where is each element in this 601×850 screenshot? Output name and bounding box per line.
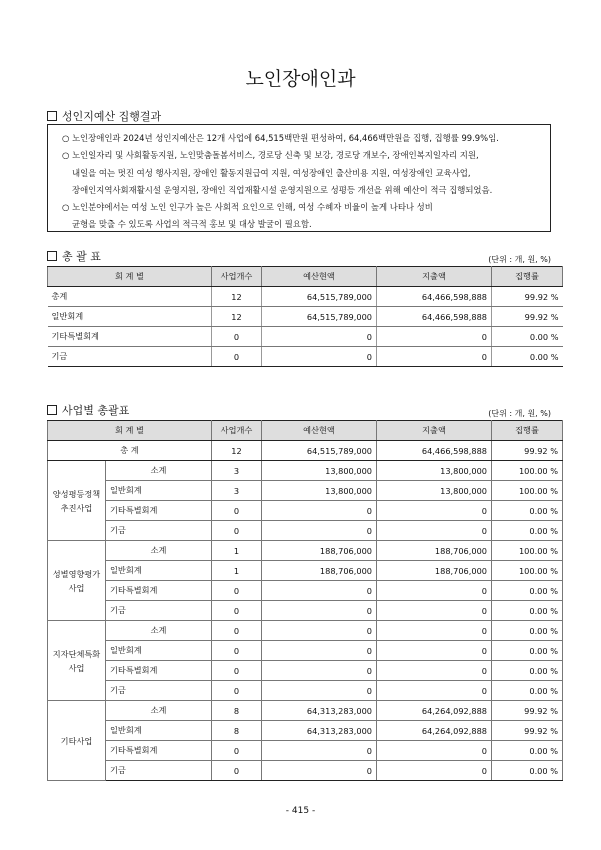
cell-budget: 0 (262, 327, 377, 347)
table-row (48, 481, 563, 501)
cell-spent: 0 (377, 521, 492, 541)
cell-rate: 100.00 % (492, 461, 563, 481)
cell-budget: 64,313,283,000 (262, 701, 377, 721)
cell-spent: 0 (377, 621, 492, 641)
table-row (48, 601, 563, 621)
group-name: 지자단체특화 사업 (48, 621, 106, 701)
cell-rate: 100.00 % (492, 481, 563, 501)
table-row (48, 581, 563, 601)
cell-spent: 0 (377, 741, 492, 761)
row-label: 일반회계 (106, 481, 212, 501)
group-name: 성별영향평가 사업 (48, 541, 106, 621)
header-count: 사업개수 (212, 421, 262, 441)
cell-budget: 0 (262, 521, 377, 541)
cell-count: 8 (212, 701, 262, 721)
cell-count: 0 (212, 601, 262, 621)
cell-rate: 0.00 % (492, 641, 563, 661)
cell-rate: 0.00 % (492, 327, 563, 347)
section-heading-summary-table (47, 248, 101, 264)
table-row (48, 541, 563, 561)
row-label: 기타특별회계 (106, 581, 212, 601)
cell-spent: 0 (377, 347, 492, 367)
table-row (48, 521, 563, 541)
section3-heading: 사업별 총괄표 (62, 404, 130, 417)
summary-line: 장애인지역사회재활시설 운영지원, 장애인 직업재활시설 운영지원으로 성평등 개선을 위해 예산이 적극 집행되었음. (72, 184, 493, 195)
table-row (48, 347, 563, 367)
cell-count: 0 (212, 741, 262, 761)
cell-rate: 0.00 % (492, 681, 563, 701)
row-label: 기금 (106, 761, 212, 781)
table-row (48, 741, 563, 761)
cell-count: 0 (212, 501, 262, 521)
cell-spent: 0 (377, 661, 492, 681)
table-row (48, 681, 563, 701)
row-label: 기타특별회계 (106, 741, 212, 761)
cell-count: 0 (212, 621, 262, 641)
table-row (48, 721, 563, 741)
header-spent: 지출액 (377, 421, 492, 441)
cell-count: 1 (212, 541, 262, 561)
row-label: 기금 (106, 521, 212, 541)
cell-rate: 0.00 % (492, 521, 563, 541)
row-label: 총 계 (48, 441, 212, 461)
cell-budget: 0 (262, 601, 377, 621)
cell-rate: 99.92 % (492, 307, 563, 327)
cell-spent: 0 (377, 327, 492, 347)
header-rate: 집행률 (492, 421, 563, 441)
section-heading-gender-budget (47, 108, 161, 124)
cell-spent: 188,706,000 (377, 561, 492, 581)
cell-budget: 0 (262, 641, 377, 661)
table-row (48, 327, 563, 347)
table-row (48, 661, 563, 681)
cell-spent: 64,264,092,888 (377, 701, 492, 721)
cell-budget: 0 (262, 347, 377, 367)
table-row (48, 461, 563, 481)
table-header-row (48, 267, 563, 287)
header-budget: 예산현액 (262, 421, 377, 441)
section-heading-project-table (47, 402, 129, 418)
cell-spent: 188,706,000 (377, 541, 492, 561)
cell-rate: 99.92 % (492, 441, 563, 461)
cell-budget: 13,800,000 (262, 461, 377, 481)
cell-spent: 0 (377, 681, 492, 701)
row-label: 기타특별회계 (106, 501, 212, 521)
cell-count: 12 (212, 441, 262, 461)
table-row (48, 641, 563, 661)
table-row (48, 501, 563, 521)
cell-budget: 0 (262, 501, 377, 521)
row-label: 기금 (48, 347, 212, 367)
cell-rate: 0.00 % (492, 501, 563, 521)
header-count: 사업개수 (212, 267, 262, 287)
row-label: 기금 (106, 681, 212, 701)
cell-count: 12 (212, 307, 262, 327)
cell-budget: 0 (262, 761, 377, 781)
cell-count: 12 (212, 287, 262, 307)
cell-budget: 64,515,789,000 (262, 287, 377, 307)
cell-budget: 188,706,000 (262, 561, 377, 581)
summary-line: ○ 노인일자리 및 사회활동지원, 노인맞춤돌봄서비스, 경로당 신축 및 보강, 경로당 개보수, 장애인복지일자리 지원, (62, 150, 479, 161)
summary-table (47, 266, 563, 367)
header-account: 회 계 별 (48, 267, 212, 287)
cell-budget: 13,800,000 (262, 481, 377, 501)
row-label: 일반회계 (48, 307, 212, 327)
table-row (48, 561, 563, 581)
section1-heading: 성인지예산 집행결과 (62, 110, 162, 123)
cell-count: 0 (212, 581, 262, 601)
summary-line: 균형을 맞출 수 있도록 사업의 적극적 홍보 및 대상 발굴이 필요함. (72, 219, 312, 230)
row-label: 소계 (106, 701, 212, 721)
cell-rate: 0.00 % (492, 347, 563, 367)
page-title: 노인장애인과 (245, 68, 356, 90)
cell-rate: 0.00 % (492, 741, 563, 761)
cell-count: 0 (212, 521, 262, 541)
cell-count: 3 (212, 461, 262, 481)
cell-budget: 64,515,789,000 (262, 307, 377, 327)
cell-spent: 0 (377, 581, 492, 601)
cell-rate: 100.00 % (492, 561, 563, 581)
cell-rate: 0.00 % (492, 761, 563, 781)
cell-count: 0 (212, 327, 262, 347)
cell-rate: 0.00 % (492, 581, 563, 601)
cell-spent: 0 (377, 501, 492, 521)
cell-count: 3 (212, 481, 262, 501)
group-name: 기타사업 (48, 701, 106, 781)
cell-rate: 99.92 % (492, 287, 563, 307)
checkbox-square-icon (47, 111, 57, 121)
table-row (48, 621, 563, 641)
row-label: 총계 (48, 287, 212, 307)
cell-spent: 64,466,598,888 (377, 307, 492, 327)
group-name: 양성평등정책 추진사업 (48, 461, 106, 541)
summary-line: ○ 노인분야에서는 여성 노인 인구가 높은 사회적 요인으로 인해, 여성 수혜자 비율이 높게 나타나 성비 (62, 202, 433, 213)
summary-line: 내일을 여는 멋진 여성 행사지원, 장애인 활동지원급여 지원, 여성장애인 출산비용 지원, 여성장애인 교육사업, (72, 167, 471, 178)
header-rate: 집행률 (492, 267, 563, 287)
summary-line: ○ 노인장애인과 2024년 성인지예산은 12개 사업에 64,515백만원 편성하여, 64,466백만원을 집행, 집행률 99.9%임. (62, 133, 499, 143)
cell-count: 0 (212, 761, 262, 781)
checkbox-square-icon (47, 405, 57, 415)
cell-budget: 188,706,000 (262, 541, 377, 561)
project-table (47, 420, 563, 781)
cell-count: 0 (212, 641, 262, 661)
cell-budget: 0 (262, 661, 377, 681)
cell-budget: 0 (262, 741, 377, 761)
cell-count: 0 (212, 681, 262, 701)
row-label: 일반회계 (106, 721, 212, 741)
header-account: 회 계 별 (48, 421, 212, 441)
cell-spent: 0 (377, 601, 492, 621)
cell-budget: 0 (262, 621, 377, 641)
cell-spent: 13,800,000 (377, 461, 492, 481)
page-number: - 415 - (285, 806, 316, 816)
table-row (48, 287, 563, 307)
cell-count: 8 (212, 721, 262, 741)
row-label: 소계 (106, 461, 212, 481)
cell-budget: 64,313,283,000 (262, 721, 377, 741)
row-label: 소계 (106, 621, 212, 641)
cell-rate: 100.00 % (492, 541, 563, 561)
cell-count: 1 (212, 561, 262, 581)
row-label: 기타특별회계 (106, 661, 212, 681)
cell-spent: 0 (377, 761, 492, 781)
unit-label: (단위 : 개, 원, %) (488, 409, 551, 418)
header-budget: 예산현액 (262, 267, 377, 287)
cell-rate: 0.00 % (492, 621, 563, 641)
checkbox-square-icon (47, 251, 57, 261)
cell-spent: 64,264,092,888 (377, 721, 492, 741)
row-label: 기금 (106, 601, 212, 621)
row-label: 소계 (106, 541, 212, 561)
cell-spent: 0 (377, 641, 492, 661)
summary-box (47, 124, 551, 232)
table-row (48, 307, 563, 327)
cell-rate: 99.92 % (492, 721, 563, 741)
cell-spent: 64,466,598,888 (377, 441, 492, 461)
cell-count: 0 (212, 661, 262, 681)
table-row (48, 701, 563, 721)
cell-budget: 0 (262, 581, 377, 601)
row-label: 일반회계 (106, 561, 212, 581)
cell-count: 0 (212, 347, 262, 367)
row-label: 기타특별회계 (48, 327, 212, 347)
section2-heading: 총 괄 표 (62, 250, 101, 263)
unit-label: (단위 : 개, 원, %) (488, 255, 551, 264)
cell-rate: 0.00 % (492, 601, 563, 621)
cell-spent: 13,800,000 (377, 481, 492, 501)
header-spent: 지출액 (377, 267, 492, 287)
cell-rate: 0.00 % (492, 661, 563, 681)
table-row (48, 761, 563, 781)
cell-budget: 0 (262, 681, 377, 701)
cell-spent: 64,466,598,888 (377, 287, 492, 307)
row-label: 일반회계 (106, 641, 212, 661)
table-row-total (48, 441, 563, 461)
cell-budget: 64,515,789,000 (262, 441, 377, 461)
table-header-row (48, 421, 563, 441)
cell-rate: 99.92 % (492, 701, 563, 721)
